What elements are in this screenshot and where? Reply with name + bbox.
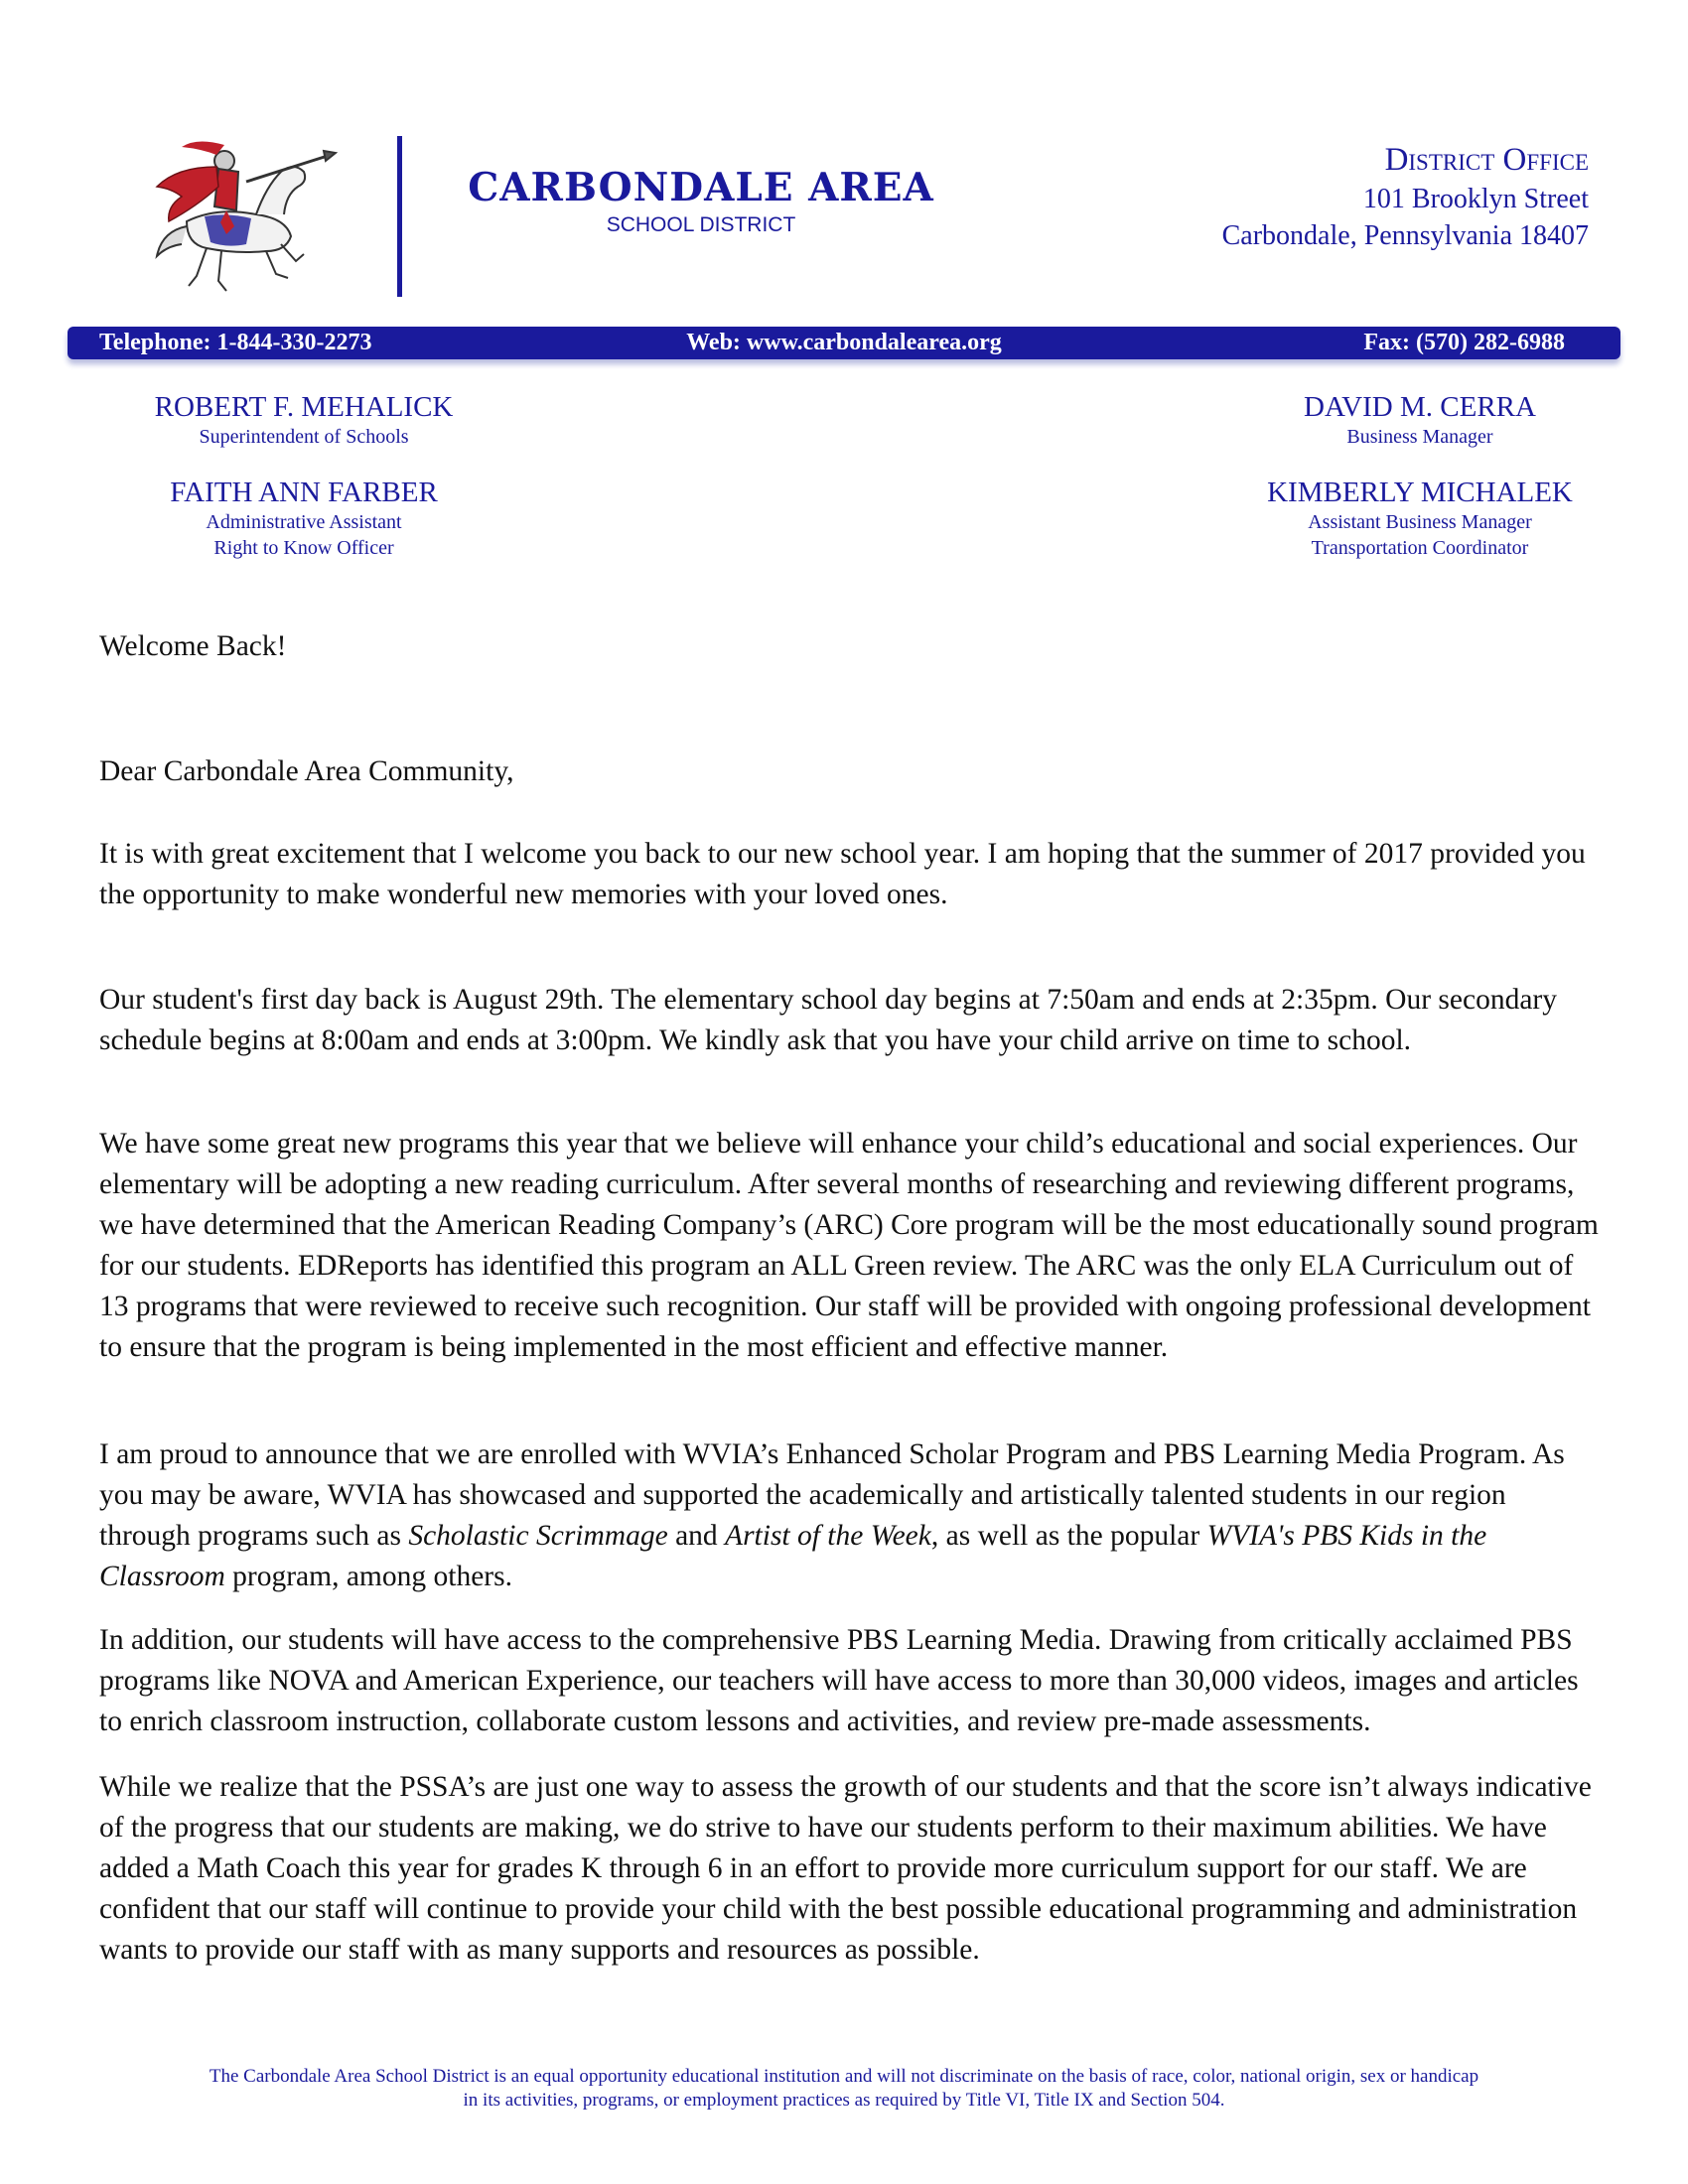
staff-assistant-business-manager	[1201, 477, 1638, 561]
header-divider	[397, 136, 402, 297]
contact-phone: Telephone: 1-844-330-2273	[99, 330, 372, 355]
staff-name: FAITH ANN FARBER	[170, 477, 438, 508]
district-subtitle: SCHOOL DISTRICT	[606, 213, 796, 236]
staff-superintendent	[85, 391, 522, 450]
letter-paragraph: In addition, our students will have access to the comprehensive PBS Learning Media. Drawing from critically acclaimed PBS programs like NOVA and American Experience, our teachers will have access to more than 30,000 videos, images and articles to enrich classroom instruction, collaborate custom lessons and activities, and review pre-made assessments.	[99, 1624, 1579, 1737]
letter-paragraph: While we realize that the PSSA’s are just one way to assess the growth of our students and that the score isn’t always indicative of the progress that our students are making, we do strive to have our students perform to their maximum abilities. We have added a Math Coach this year for grades K through 6 in an effort to provide more curriculum support for our staff. We are confident that our staff will continue to provide your child with the best possible educational programming and administration wants to provide our staff with as many supports and resources as possible.	[99, 1771, 1592, 1966]
staff-name: KIMBERLY MICHALEK	[1267, 477, 1573, 508]
letter-paragraph: It is with great excitement that I welcome you back to our new school year. I am hoping that the summer of 2017 provided you the opportunity to make wonderful new memories with your loved ones.	[99, 838, 1586, 910]
paragraph-text: and	[667, 1520, 726, 1552]
letter-paragraph: We have some great new programs this year that we believe will enhance your child’s educational and social experiences. Our elementary will be adopting a new reading curriculum. After several months of researching and reviewing different programs, we have determined that the American Reading Company’s (ARC) Core program will be the most educationally sound program for our students. EDReports has identified this program an ALL Green review. The ARC was the only ELA Curriculum out of 13 programs that were reviewed to receive such recognition. Our staff will be provided with ongoing professional development to ensure that the program is being implemented in the most efficient and effective manner.	[99, 1128, 1599, 1363]
paragraph-text: program, among others.	[224, 1561, 512, 1592]
staff-role: Superintendent of Schools	[199, 426, 409, 449]
letter-greeting: Welcome Back!	[99, 630, 287, 662]
contact-fax: Fax: (570) 282-6988	[1363, 330, 1565, 355]
staff-role: Assistant Business Manager	[1308, 511, 1532, 534]
paragraph-text: I am proud to announce that we are enrolled with WVIA’s Enhanced Scholar Program and PBS Learning Media Program. As you may be aware, WVIA has showcased and supported the academically and artistically talented students in our region through programs such as	[99, 1438, 1565, 1552]
office-title: District Office	[1384, 142, 1589, 178]
staff-name: ROBERT F. MEHALICK	[154, 391, 454, 423]
program-title: Scholastic Scrimmage	[408, 1520, 668, 1552]
office-street: 101 Brooklyn Street	[1362, 184, 1589, 214]
staff-administrative-assistant	[85, 477, 522, 561]
staff-business-manager	[1201, 391, 1638, 450]
footer-disclaimer	[60, 2065, 1628, 2113]
contact-web[interactable]: Web: www.carbondalearea.org	[686, 330, 1002, 355]
paragraph-text: , as well as the popular	[930, 1520, 1207, 1552]
letter-paragraph	[99, 1434, 1599, 1597]
staff-name: DAVID M. CERRA	[1304, 391, 1536, 423]
letter-paragraph: Our student's first day back is August 29th. The elementary school day begins at 7:50am and ends at 2:35pm. Our secondary schedule begins at 8:00am and ends at 3:00pm. We kindly ask that you have your child arrive on time to school.	[99, 984, 1557, 1056]
program-title: WVIA's PBS Kids in the Classroom	[99, 1520, 1487, 1592]
footer-line: The Carbondale Area School District is an equal opportunity educational institution and will not discriminate on the basis of race, color, national origin, sex or handicap	[209, 2066, 1479, 2087]
staff-role-secondary: Transportation Coordinator	[1311, 537, 1529, 560]
knight-on-horse-logo	[127, 127, 338, 296]
staff-role: Administrative Assistant	[206, 511, 402, 534]
staff-role-secondary: Right to Know Officer	[213, 537, 394, 560]
letter-salutation: Dear Carbondale Area Community,	[99, 755, 514, 787]
office-city: Carbondale, Pennsylvania 18407	[1221, 220, 1589, 251]
footer-line: in its activities, programs, or employment practices as required by Title VI, Title IX and Section 504.	[463, 2090, 1225, 2111]
district-name: CARBONDALE AREA	[468, 165, 934, 210]
program-title: Artist of the Week	[725, 1520, 931, 1552]
staff-role: Business Manager	[1346, 426, 1493, 449]
contact-bar	[68, 327, 1620, 359]
